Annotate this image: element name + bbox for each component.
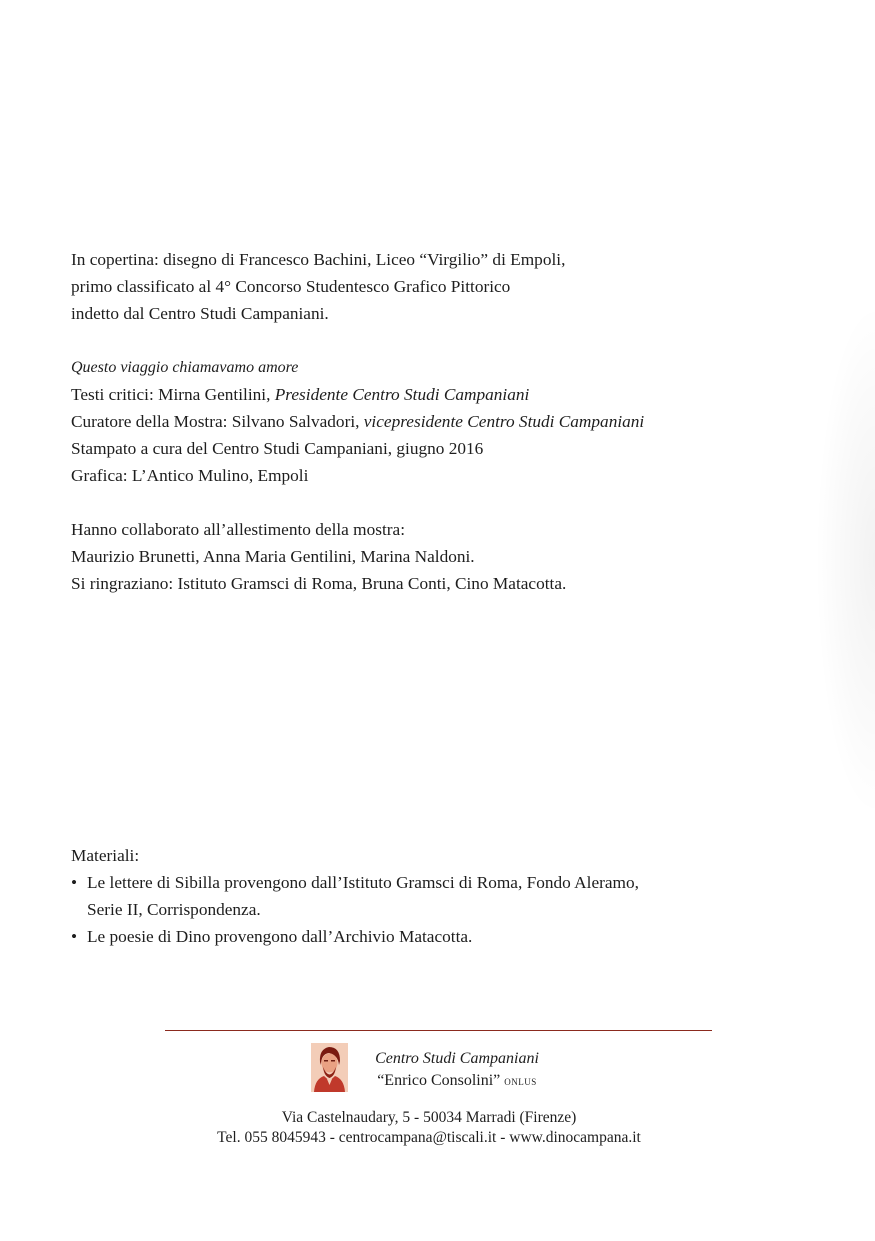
publication-info <box>71 354 644 489</box>
list-item <box>71 923 639 950</box>
curator-name: Curatore della Mostra: Silvano Salvadori, <box>71 412 364 431</box>
portrait-logo-icon <box>311 1043 348 1092</box>
organization-type: onlus <box>504 1073 537 1088</box>
materials-heading: Materiali: <box>71 846 140 865</box>
acknowledgements: Si ringraziano: Istituto Gramsci di Roma, Bruna Conti, Cino Matacotta. <box>71 574 567 593</box>
postal-address: Via Castelnaudary, 5 - 50034 Marradi (Firenze) <box>281 1109 577 1126</box>
printed-by-line: Stampato a cura del Centro Studi Campaniani, giugno 2016 <box>71 439 484 458</box>
curator-role: vicepresidente Centro Studi Campaniani <box>363 412 645 431</box>
footer-divider <box>165 1030 712 1031</box>
organization-subtitle <box>362 1070 552 1092</box>
bullet-icon: • <box>71 873 78 892</box>
collaborator-names: Maurizio Brunetti, Anna Maria Gentilini, Marina Naldoni. <box>71 547 475 566</box>
critical-texts-role: Presidente Centro Studi Campaniani <box>274 385 530 404</box>
materials-section <box>71 842 639 950</box>
contact-line: Tel. 055 8045943 - centrocampana@tiscali.it - www.dinocampana.it <box>217 1129 641 1146</box>
organization-name <box>362 1048 552 1092</box>
organization-dedication: “Enrico Consolini” <box>377 1072 501 1089</box>
footer-contact <box>0 1108 858 1148</box>
critical-texts-author: Testi critici: Mirna Gentilini, <box>71 385 275 404</box>
collaboration-section <box>71 516 566 597</box>
exhibition-title: Questo viaggio chiamavamo amore <box>71 359 299 376</box>
graphics-line: Grafica: L’Antico Mulino, Empoli <box>71 466 309 485</box>
list-item-text: Le poesie di Dino provengono dall’Archivio Matacotta. <box>87 927 473 946</box>
list-item-text: Le lettere di Sibilla provengono dall’Istituto Gramsci di Roma, Fondo Aleramo, <box>87 873 639 892</box>
bullet-icon: • <box>71 927 78 946</box>
cover-credit-line: primo classificato al 4° Concorso Studentesco Grafico Pittorico <box>71 277 511 296</box>
list-item <box>71 869 639 896</box>
page-edge-shadow <box>815 300 875 820</box>
cover-credit-line: indetto dal Centro Studi Campaniani. <box>71 304 329 323</box>
critical-texts-line <box>71 381 644 408</box>
curator-line <box>71 408 644 435</box>
list-item-continuation: Serie II, Corrispondenza. <box>87 900 261 919</box>
cover-credit-line: In copertina: disegno di Francesco Bachini, Liceo “Virgilio” di Empoli, <box>71 250 566 269</box>
cover-credits <box>71 246 565 327</box>
collaboration-intro: Hanno collaborato all’allestimento della mostra: <box>71 520 405 539</box>
organization-title: Centro Studi Campaniani <box>375 1050 539 1067</box>
